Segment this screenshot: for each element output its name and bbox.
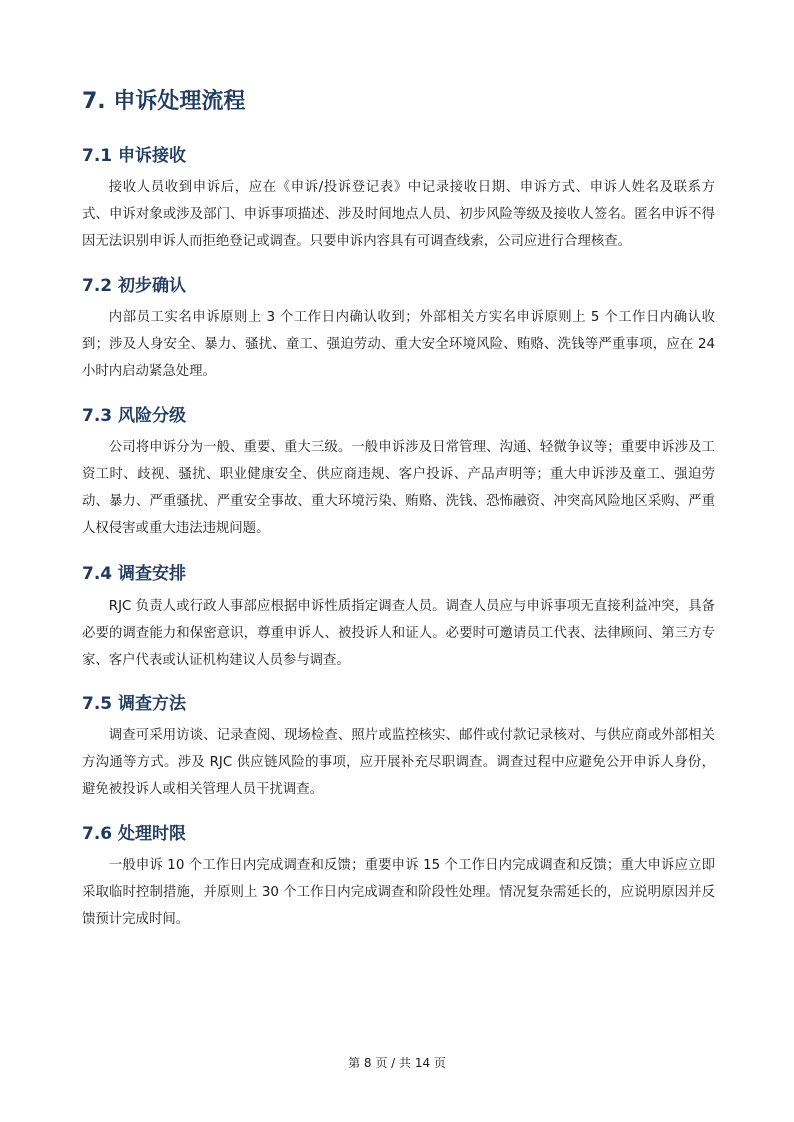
section-heading-7-2: 7.2 初步确认 (82, 276, 187, 296)
page-title: 7. 申诉处理流程 (82, 89, 246, 114)
section-heading-7-6: 7.6 处理时限 (82, 824, 187, 844)
section-body-7-1: 接收人员收到申诉后，应在《申诉/投诉登记表》中记录接收日期、申诉方式、申诉人姓名及联系方式、申诉对象或涉及部门、申诉事项描述、涉及时间地点人员、初步风险等级及接收人签名。匿名申诉不得因无法识别申诉人而拒绝登记或调查。只要申诉内容具有可调查线索，公司应进行合理核查。 (82, 180, 715, 249)
section-body-7-4: RJC 负责人或行政人事部应根据申诉性质指定调查人员。调查人员应与申诉事项无直接利益冲突，具备必要的调查能力和保密意识，尊重申诉人、被投诉人和证人。必要时可邀请员工代表、法律顾问、第三方专家、客户代表或认证机构建议人员参与调查。 (82, 599, 715, 668)
section-body-7-6: 一般申诉 10 个工作日内完成调查和反馈；重要申诉 15 个工作日内完成调查和反馈；重大申诉应立即采取临时控制措施，并原则上 30 个工作日内完成调查和阶段性处理。情况复杂需延长的，应说明原因并反馈预计完成时间。 (82, 858, 715, 927)
section-body-7-5: 调查可采用访谈、记录查阅、现场检查、照片或监控核实、邮件或付款记录核对、与供应商或外部相关方沟通等方式。涉及 RJC 供应链风险的事项，应开展补充尽职调查。调查过程中应避免公开申诉人身份，避免被投诉人或相关管理人员干扰调查。 (82, 728, 715, 797)
section-body-7-2: 内部员工实名申诉原则上 3 个工作日内确认收到；外部相关方实名申诉原则上 5 个工作日内确认收到；涉及人身安全、暴力、骚扰、童工、强迫劳动、重大安全环境风险、贿赂、洗钱等严重事项，应在 24 小时内启动紧急处理。 (82, 310, 715, 379)
section-heading-7-5: 7.5 调查方法 (82, 694, 187, 714)
section-heading-7-4: 7.4 调查安排 (82, 564, 187, 584)
section-heading-7-1: 7.1 申诉接收 (82, 146, 187, 166)
page-footer: 第 8 页 / 共 14 页 (348, 1056, 446, 1070)
section-body-7-3: 公司将申诉分为一般、重要、重大三级。一般申诉涉及日常管理、沟通、轻微争议等；重要申诉涉及工资工时、歧视、骚扰、职业健康安全、供应商违规、客户投诉、产品声明等；重大申诉涉及童工、强迫劳动、暴力、严重骚扰、严重安全事故、重大环境污染、贿赂、洗钱、恐怖融资、冲突高风险地区采购、严重人权侵害或重大违法违规问题。 (82, 440, 715, 536)
section-heading-7-3: 7.3 风险分级 (82, 406, 187, 426)
